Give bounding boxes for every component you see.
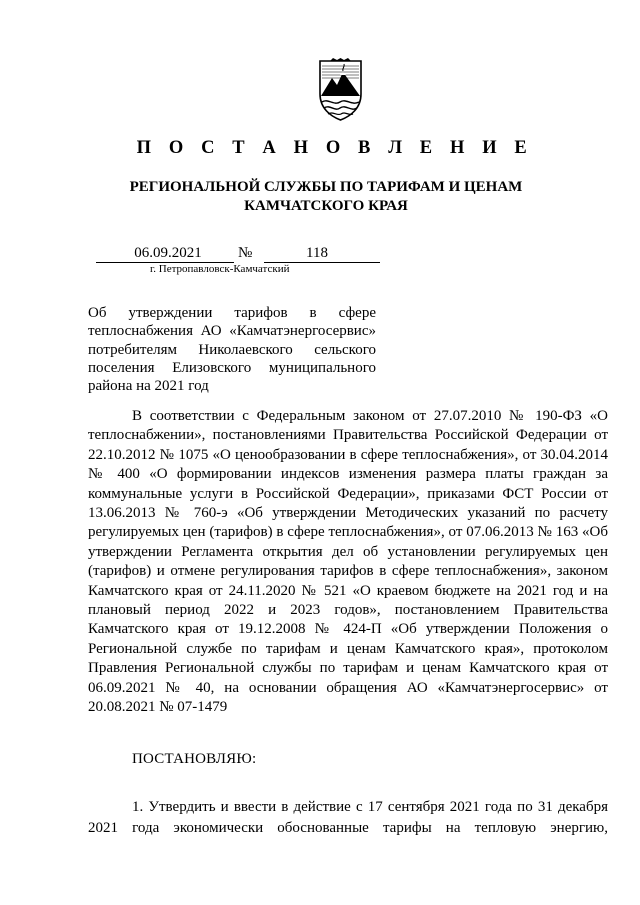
preamble-line: 20.08.2021 № 07-1479 — [88, 699, 228, 716]
issuing-authority — [0, 178, 640, 216]
issue-city: г. Петропавловск-Камчатский — [150, 263, 290, 275]
subject-line: потребителям Николаевского сельского — [88, 341, 376, 358]
preamble-line: теплоснабжении», постановлениями Правительства Российской Федерации от — [88, 427, 608, 444]
clause-line: 2021 года экономически обоснованные тарифы на тепловую энергию, — [88, 820, 608, 836]
subject-line: района на 2021 год — [88, 378, 209, 395]
preamble-line: Правления Региональной службы по тарифам и ценам Камчатского края от — [88, 660, 608, 677]
preamble-line: утверждении Регламента открытия дел об установлении регулируемых цен — [88, 543, 608, 560]
preamble-line: (тарифов) и отмене регулирования тарифов в сфере теплоснабжения», законом — [88, 563, 608, 580]
subject-line: Об утверждении тарифов в сфере — [88, 305, 376, 321]
preamble-line: № 400 «О формировании индексов изменения размера платы граждан за — [88, 466, 608, 483]
clause-1 — [88, 797, 608, 839]
preamble-line: регулируемых цен (тарифов) в сфере теплоснабжения», от 07.06.2013 № 163 «Об — [88, 524, 608, 541]
preamble-paragraph — [88, 407, 608, 718]
document-date: 06.09.2021 — [96, 244, 234, 263]
clause-line: 1. Утвердить и ввести в действие с 17 сентября 2021 года по 31 декабря — [132, 799, 608, 815]
preamble-line: 06.09.2021 № 40, на основании обращения АО «Камчатэнергосервис» от — [88, 679, 608, 696]
document-number: 118 — [264, 244, 380, 263]
preamble-line: 13.06.2013 № 760-э «Об утверждении Методических указаний по расчету — [88, 505, 608, 522]
preamble-line: В соответствии с Федеральным законом от 27.07.2010 № 190-ФЗ «О — [132, 408, 608, 424]
preamble-line: плановый период 2022 и 2023 годов», постановлением Правительства — [88, 602, 608, 619]
subject-line: поселения Елизовского муниципального — [88, 359, 376, 376]
coat-of-arms-emblem — [318, 58, 363, 122]
preamble-line: 22.10.2012 № 1075 «О ценообразовании в сфере теплоснабжения», от 30.04.2014 — [88, 446, 608, 463]
resolve-heading: ПОСТАНОВЛЯЮ: — [132, 751, 257, 767]
document-title: П О С Т А Н О В Л Е Н И Е — [136, 138, 534, 158]
issuing-authority-line-2: КАМЧАТСКОГО КРАЯ — [244, 198, 408, 214]
number-sign: № — [238, 245, 253, 261]
preamble-line: коммунальные услуги в Российской Федерации», приказами ФСТ России от — [88, 485, 608, 502]
preamble-line: Камчатского края от 24.11.2020 № 521 «О краевом бюджете на 2021 год и на — [88, 582, 608, 599]
preamble-line: Камчатского края от 19.12.2008 № 424-П «Об утверждении Положения о — [88, 621, 608, 638]
document-subject — [88, 304, 376, 395]
issuing-authority-line-1: РЕГИОНАЛЬНОЙ СЛУЖБЫ ПО ТАРИФАМ И ЦЕНАМ — [129, 179, 523, 195]
subject-line: теплоснабжения АО «Камчатэнергосервис» — [88, 323, 376, 340]
preamble-line: Региональной службе по тарифам и ценам Камчатского края», протоколом — [88, 640, 608, 657]
